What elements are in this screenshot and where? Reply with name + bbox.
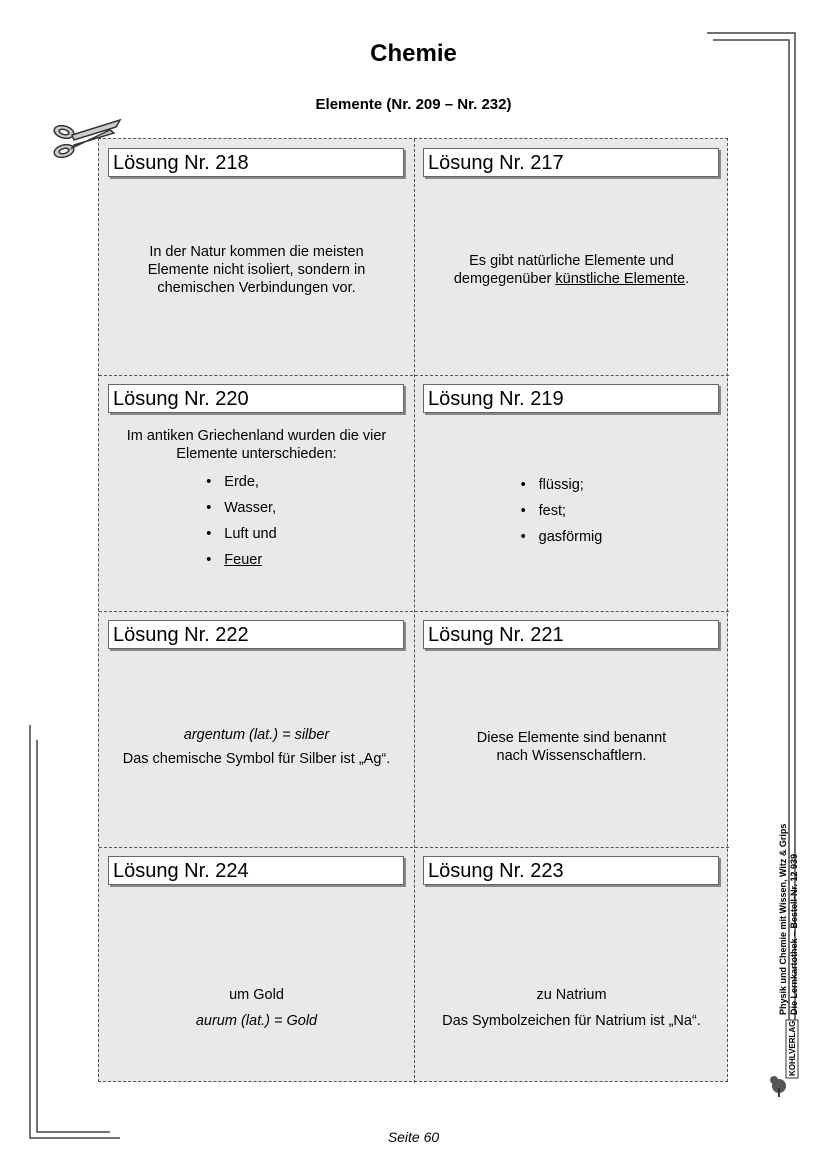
card-text-part: Es gibt natürliche Elemente und demgegenüber <box>453 253 674 287</box>
card-text-part: . <box>685 271 690 287</box>
page-title: Chemie <box>370 40 457 67</box>
card-intro: Im antiken Griechenland wurden die vier Elemente unterschieden: <box>126 428 387 462</box>
card-header: Lösung Nr. 224 <box>108 856 404 885</box>
card-text: Diese Elemente sind benannt nach Wissenschaftlern. <box>476 730 667 764</box>
page-number: Seite 60 <box>387 1129 440 1145</box>
list-item: • Luft und <box>206 521 276 547</box>
card-grid <box>98 138 728 1082</box>
card-line: Das Symbolzeichen für Natrium ist „Na“. <box>442 1013 701 1029</box>
list-item: • fest; <box>521 498 603 524</box>
card-header: Lösung Nr. 222 <box>108 620 404 649</box>
solution-card-224 <box>99 847 414 1083</box>
solution-card-222 <box>99 611 414 847</box>
solution-card-219 <box>414 375 729 611</box>
list-item: • flüssig; <box>521 472 603 498</box>
card-text-underlined: künstliche Elemente <box>555 271 686 287</box>
solution-card-218 <box>99 139 414 375</box>
publisher-logo <box>768 1018 802 1098</box>
card-header: Lösung Nr. 218 <box>108 148 404 177</box>
solution-card-220 <box>99 375 414 611</box>
list-item: • Wasser, <box>206 495 276 521</box>
card-header: Lösung Nr. 220 <box>108 384 404 413</box>
card-header: Lösung Nr. 219 <box>423 384 719 413</box>
card-line-latin: aurum (lat.) = Gold <box>195 1013 318 1029</box>
card-text: In der Natur kommen die meisten Elemente nicht isoliert, sondern in chemischen Verbindungen vor. <box>147 244 366 296</box>
element-list <box>206 469 276 573</box>
publisher-logo-text: KOHLVERLAG <box>788 1020 797 1076</box>
list-item: • Erde, <box>206 469 276 495</box>
page-subtitle: Elemente (Nr. 209 – Nr. 232) <box>315 96 512 113</box>
card-header: Lösung Nr. 217 <box>423 148 719 177</box>
solution-card-223 <box>414 847 729 1083</box>
card-line: um Gold <box>229 987 284 1003</box>
list-item: • gasförmig <box>521 524 603 550</box>
list-item: • Feuer <box>206 547 276 573</box>
publisher-sidebar-text <box>778 824 800 1015</box>
card-header: Lösung Nr. 221 <box>423 620 719 649</box>
sidebar-line: Physik und Chemie mit Wissen, Witz & Grips <box>778 823 788 1015</box>
card-text <box>437 252 707 288</box>
card-line-latin: argentum (lat.) = silber <box>183 727 330 743</box>
card-line: zu Natrium <box>536 987 607 1003</box>
solution-card-217 <box>414 139 729 375</box>
card-line: Das chemische Symbol für Silber ist „Ag“. <box>122 751 391 767</box>
state-list <box>521 472 603 550</box>
sidebar-line: Die Lernkartothek – Bestell-Nr. 12 939 <box>789 853 799 1015</box>
solution-card-221 <box>414 611 729 847</box>
card-header: Lösung Nr. 223 <box>423 856 719 885</box>
